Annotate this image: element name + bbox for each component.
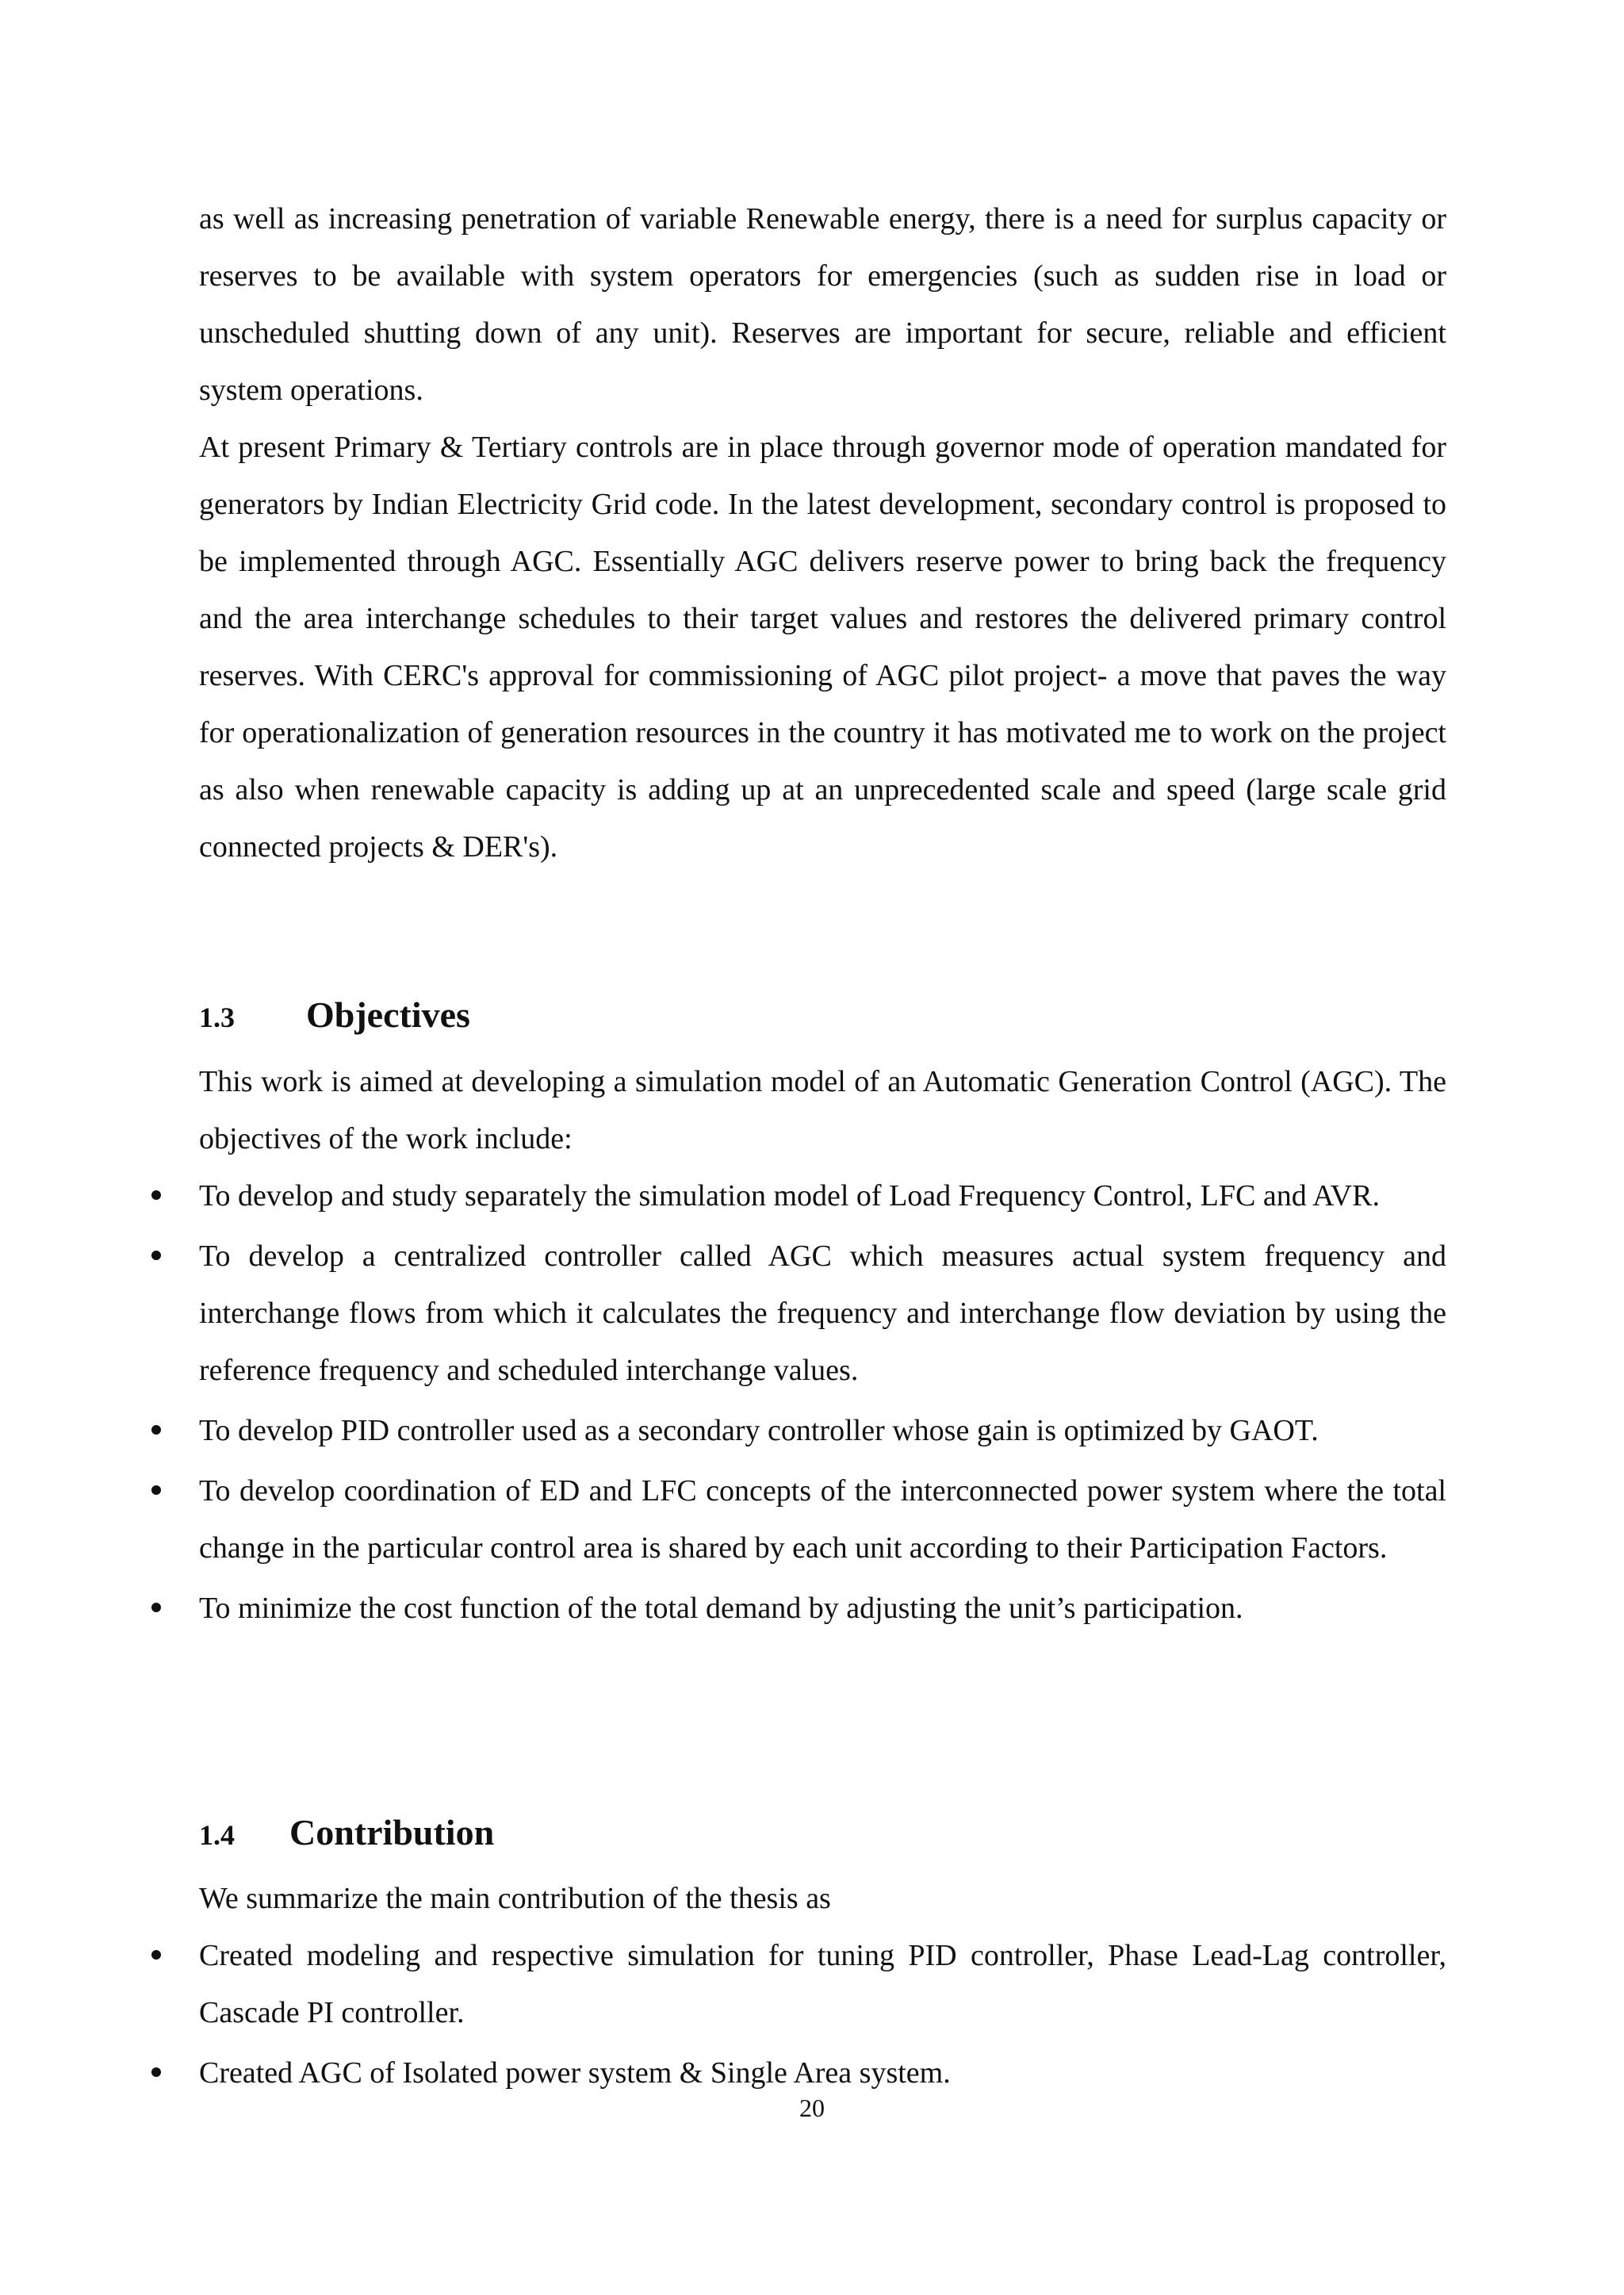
section-number: 1.4 <box>199 1819 235 1851</box>
section-title: Contribution <box>289 1812 495 1852</box>
bullet-icon <box>151 1251 161 1260</box>
intro-paragraph-1: as well as increasing penetration of variable Renewable energy, there is a need for surplus capacity or reserves to be available with system operators for emergencies (such as sudden rise in load or unscheduled shutting down of any unit). Reserves are important for secure, reliable and efficient system operations. <box>199 202 1446 407</box>
bullet-icon <box>151 2067 161 2077</box>
section-heading-objectives <box>199 994 470 1036</box>
objectives-list <box>199 1167 1446 1637</box>
list-item <box>199 1228 1446 1399</box>
list-item-text: To develop a centralized controller called AGC which measures actual system frequency and interchange flows from which it calculates the frequency and interchange flow deviation by using the reference frequency and scheduled interchange values. <box>199 1239 1446 1387</box>
section-number: 1.3 <box>199 1002 235 1033</box>
list-item <box>199 1927 1446 2041</box>
list-item-text: To develop coordination of ED and LFC concepts of the interconnected power system where the total change in the particular control area is shared by each unit according to their Participation Factors. <box>199 1474 1446 1565</box>
bullet-icon <box>151 1425 161 1435</box>
page-number: 20 <box>799 2094 825 2122</box>
list-item-text: Created AGC of Isolated power system & Single Area system. <box>199 2056 951 2090</box>
contribution-body <box>199 1870 1446 2105</box>
bullet-icon <box>151 1190 161 1200</box>
section-heading-contribution <box>199 1811 494 1853</box>
list-item-text: To minimize the cost function of the total demand by adjusting the unit’s participation. <box>199 1592 1243 1625</box>
list-item-text: To develop PID controller used as a secondary controller whose gain is optimized by GAOT. <box>199 1414 1319 1447</box>
list-item <box>199 1402 1446 1459</box>
contribution-list <box>199 1927 1446 2102</box>
bullet-icon <box>151 1485 161 1495</box>
list-item <box>199 1580 1446 1637</box>
contribution-intro: We summarize the main contribution of the thesis as <box>199 1882 831 1915</box>
list-item <box>199 1462 1446 1577</box>
list-item <box>199 1167 1446 1224</box>
section-title: Objectives <box>306 994 470 1035</box>
list-item-text: Created modeling and respective simulation for tuning PID controller, Phase Lead-Lag controller, Cascade PI controller. <box>199 1939 1446 2029</box>
intro-paragraph-2: At present Primary & Tertiary controls are in place through governor mode of operation mandated for generators by Indian Electricity Grid code. In the latest development, secondary control is proposed to be implemented through AGC. Essentially AGC delivers reserve power to bring back the frequency and the area interchange schedules to their target values and restores the delivered primary control reserves. With CERC's approval for commissioning of AGC pilot project- a move that paves the way for operationalization of generation resources in the country it has motivated me to work on the project as also when renewable capacity is adding up at an unprecedented scale and speed (large scale grid connected projects & DER's). <box>199 431 1446 864</box>
list-item-text: To develop and study separately the simulation model of Load Frequency Control, LFC and AVR. <box>199 1179 1380 1213</box>
objectives-intro: This work is aimed at developing a simulation model of an Automatic Generation Control (AGC). The objectives of the work include: <box>199 1065 1446 1155</box>
objectives-body <box>199 1053 1446 1640</box>
bullet-icon <box>151 1603 161 1612</box>
intro-text <box>199 190 1446 875</box>
bullet-icon <box>151 1950 161 1960</box>
